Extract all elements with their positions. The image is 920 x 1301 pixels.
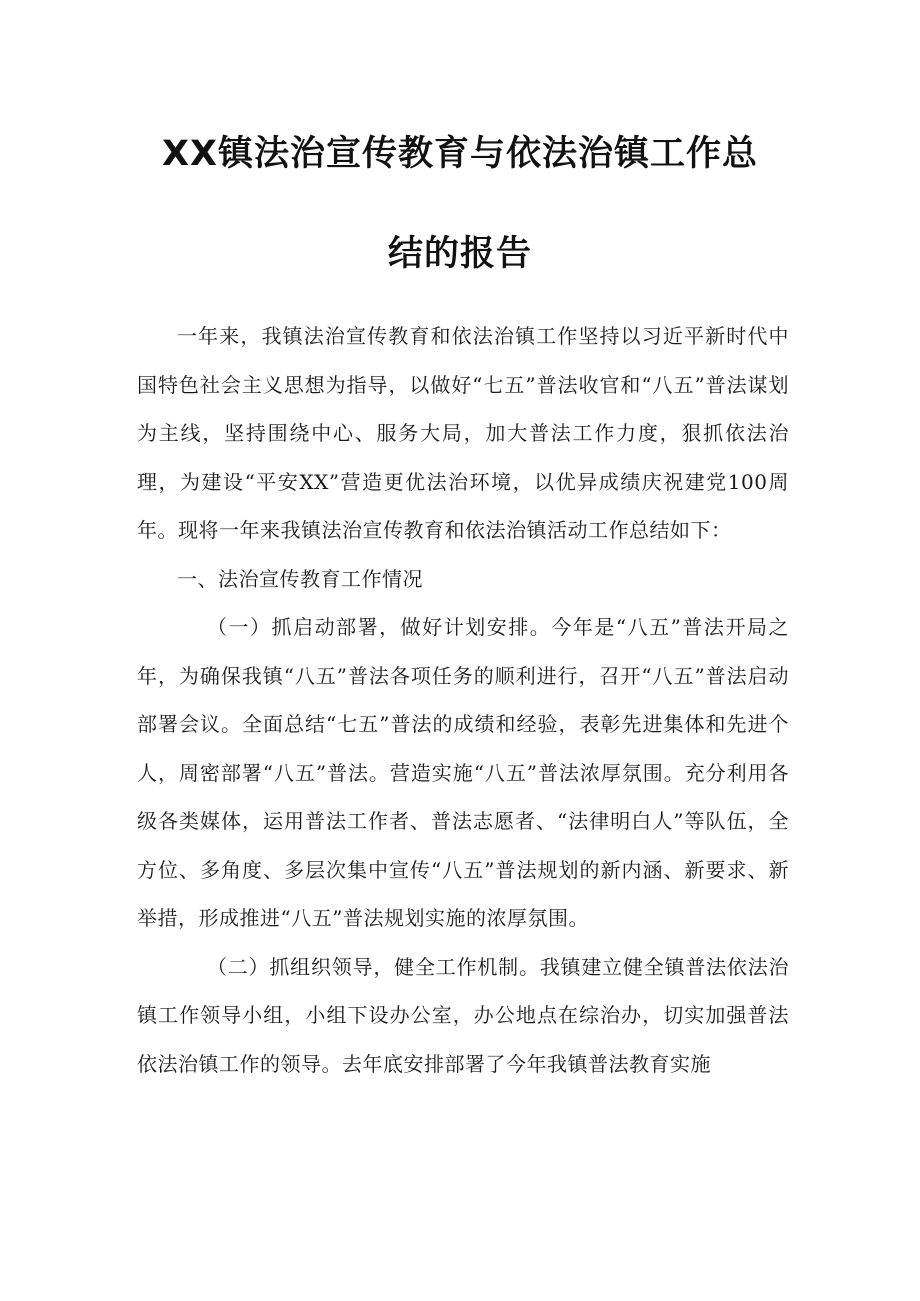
subsection-paragraph-2: （二）抓组织领导，健全工作机制。我镇建立健全镇普法依法治镇工作领导小组，小组下设办公室，办公地点在综治办，切实加强普法依法治镇工作的领导。去年底安排部署了今年我镇普法教育实施 <box>137 954 789 1076</box>
intro-paragraph: 一年来，我镇法治宣传教育和依法治镇工作坚持以习近平新时代中国特色社会主义思想为指导，以做好“七五”普法收官和“八五”普法谋划为主线，坚持围绕中心、服务大局，加大普法工作力度，狠抓依法治理，为建设“平安XX”营造更优法治环境，以优异成绩庆祝建党100周年。现将一年来我镇法治宣传教育和依法治镇活动工作总结如下： <box>137 324 789 542</box>
document-title-line-2: 结的报告 <box>387 234 532 274</box>
subsection-paragraph-1: （一）抓启动部署，做好计划安排。今年是“八五”普法开局之年，为确保我镇“八五”普法各项任务的顺利进行，召开“八五”普法启动部署会议。全面总结“七五”普法的成绩和经验，表彰先进集体和先进个人，周密部署“八五”普法。营造实施“八五”普法浓厚氛围。充分利用各级各类媒体，运用普法工作者、普法志愿者、“法律明白人”等队伍，全方位、多角度、多层次集中宣传“八五”普法规划的新内涵、新要求、新举措，形成推进“八五”普法规划实施的浓厚氛围。 <box>137 615 789 930</box>
document-body <box>137 312 789 1088</box>
document-title-line-1: XX镇法治宣传教育与依法治镇工作总 <box>162 134 758 174</box>
section-heading-1: 一、法治宣传教育工作情况 <box>177 566 423 591</box>
